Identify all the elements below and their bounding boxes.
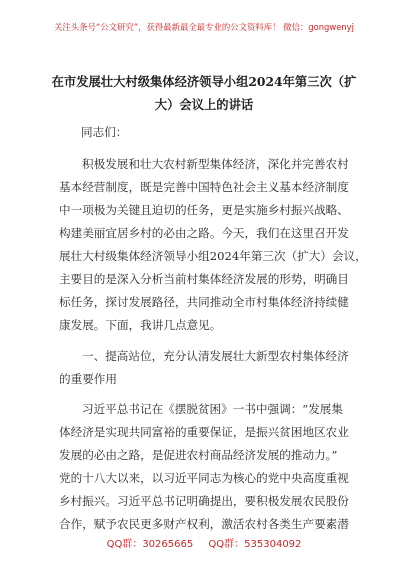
body-line: 中一项极为关键且迫切的任务，更是实施乡村振兴战略、 xyxy=(59,203,349,217)
body-line: 合作，赋予农民更多财产权利，激活农村各类生产要素潜 xyxy=(59,517,349,531)
document-title-line-2: 大）会议上的讲话 xyxy=(154,97,254,112)
body-line: 发展的必由之路，是促进农村商品经济发展的推动力。” xyxy=(59,448,338,462)
salutation: 同志们： xyxy=(81,125,128,139)
footer-contact xyxy=(0,535,408,550)
body-line: 习近平总书记在《摆脱贫困》一书中强调：“发展集 xyxy=(82,402,343,416)
document-title-line-1: 在市发展壮大村级集体经济领导小组2024年第三次（扩 xyxy=(51,74,357,89)
body-line: 康发展。下面，我讲几点意见。 xyxy=(59,318,222,332)
body-line: 主要目的是深入分析当前村集体经济发展的形势，明确目 xyxy=(59,272,349,286)
body-line: 乡村振兴。习近平总书记明确提出，要积极发展农民股份 xyxy=(59,494,349,508)
section-heading-line-2: 的重要作用 xyxy=(59,372,117,386)
body-line: 标任务，探讨发展路径，共同推动全市村集体经济持续健 xyxy=(59,295,349,309)
body-line: 构建美丽宜居乡村的必由之路。今天，我们在这里召开发 xyxy=(59,226,349,240)
footer-qq-group-2: QQ群：535304092 xyxy=(208,539,302,550)
body-line: 展壮大村级集体经济领导小组2024年第三次（扩大）会议， xyxy=(59,249,367,263)
footer-qq-group-1: QQ群：30265665 xyxy=(106,539,194,550)
body-line: 基本经营制度，既是完善中国特色社会主义基本经济制度 xyxy=(59,180,349,194)
header-banner: 关注头条号“公文研究”，获得最新最全最专业的公文资料库！ 微信：gongwenyj xyxy=(54,22,354,32)
body-line: 体经济是实现共同富裕的重要保证，是振兴贫困地区农业 xyxy=(59,425,349,439)
body-line: 党的十八大以来，以习近平同志为核心的党中央高度重视 xyxy=(59,471,349,485)
body-line: 积极发展和壮大农村新型集体经济，深化并完善农村 xyxy=(82,157,349,171)
section-heading-line-1: 一、提高站位，充分认清发展壮大新型农村集体经济 xyxy=(82,349,349,363)
